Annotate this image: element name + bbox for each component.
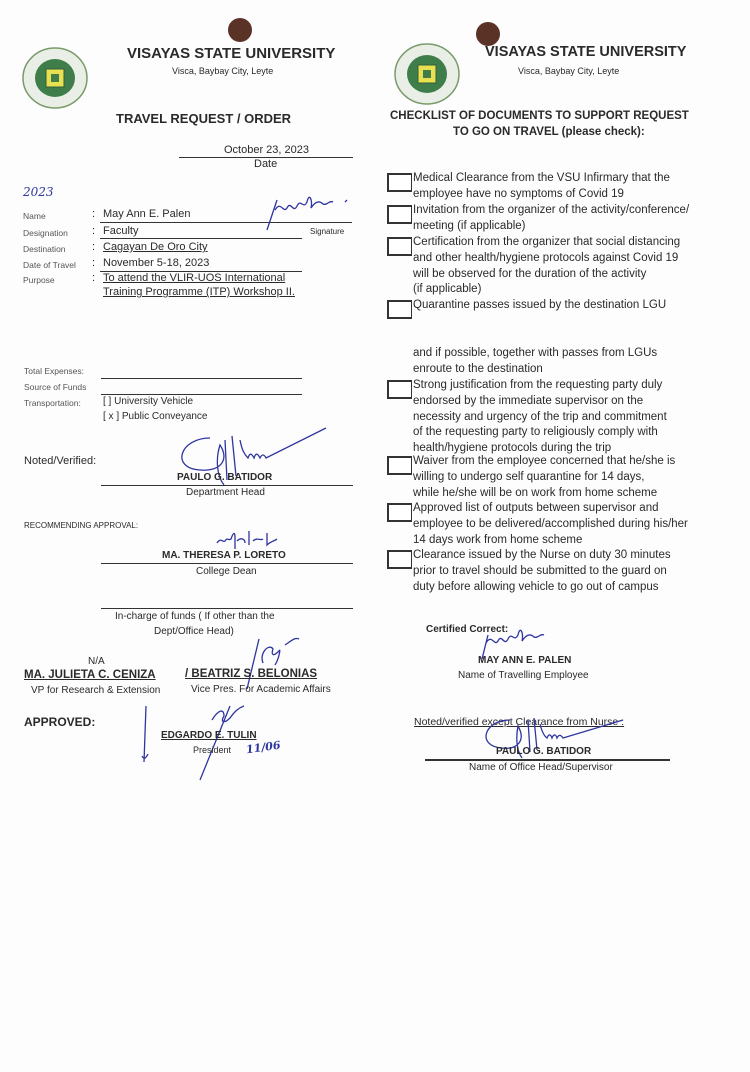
funds-incharge-line1: In-charge of funds ( If other than the: [115, 611, 275, 622]
designation-label: Designation: [23, 228, 68, 238]
checklist-item-text: and other health/hygiene protocols against Covid 19: [413, 251, 679, 264]
checklist-item-text: Certification from the organizer that social distancing: [413, 236, 681, 248]
employee-name: MAY ANN E. PALEN: [478, 655, 572, 666]
checklist-checkbox[interactable]: [387, 205, 412, 224]
date-of-travel-value: November 5-18, 2023: [103, 257, 210, 269]
supervisor-title: Name of Office Head/Supervisor: [469, 762, 613, 773]
recommending-approval-label: RECOMMENDING APPROVAL:: [24, 521, 139, 530]
checklist-item-text: duty before allowing vehicle to go out of campus: [413, 580, 659, 593]
funds-incharge-line2: Dept/Office Head): [154, 626, 234, 637]
checklist-title-line2: TO GO ON TRAVEL (please check):: [453, 126, 645, 138]
checklist-checkbox[interactable]: [387, 173, 412, 192]
checklist-item-text: (if applicable): [413, 283, 482, 296]
signature-label: Signature: [310, 227, 345, 236]
purpose-label: Purpose: [23, 275, 55, 285]
checklist-checkbox[interactable]: [387, 300, 412, 319]
transport-option-university-vehicle: [ ] University Vehicle: [103, 396, 194, 407]
checklist-item-text: health/hygiene protocols during the trip: [413, 442, 612, 455]
purpose-value-line1: To attend the VLIR-UOS International: [103, 272, 286, 284]
name-value: May Ann E. Palen: [103, 208, 191, 220]
dean-name: MA. THERESA P. LORETO: [162, 550, 286, 561]
supervisor-name: PAULO G. BATIDOR: [496, 746, 592, 757]
checklist-checkbox[interactable]: [387, 503, 412, 522]
checklist-item-text: 14 days work from home scheme: [413, 533, 583, 546]
employee-signature: [265, 192, 355, 232]
checklist-item-text: Strong justification from the requesting party duly: [413, 379, 663, 391]
employee-title: Name of Travelling Employee: [458, 670, 589, 681]
checklist-item-text: Clearance issued by the Nurse on duty 30 minutes: [413, 549, 671, 561]
noted-verified-label: Noted/Verified:: [24, 455, 97, 467]
checklist-item-text: Medical Clearance from the VSU Infirmary that the: [413, 172, 670, 184]
handwritten-year: 2023: [23, 185, 54, 199]
checklist-item-text: necessity and urgency of the trip and commitment: [413, 410, 667, 423]
destination-value: Cagayan De Oro City: [103, 241, 208, 253]
transportation-label: Transportation:: [24, 398, 81, 408]
transport-option-public-conveyance: [ x ] Public Conveyance: [103, 411, 208, 422]
vp2-name: / BEATRIZ S. BELONIAS: [185, 668, 318, 680]
date-value: October 23, 2023: [224, 144, 310, 156]
checklist-item-text: meeting (if applicable): [413, 219, 526, 232]
checklist-item-text: Approved list of outputs between supervisor and: [413, 502, 659, 514]
university-address-right: Visca, Baybay City, Leyte: [518, 66, 620, 76]
checklist-continuation-text: and if possible, together with passes from LGUs: [413, 347, 658, 359]
na-note: N/A: [88, 656, 105, 667]
checklist-checkbox[interactable]: [387, 550, 412, 569]
dean-title: College Dean: [196, 566, 257, 577]
university-address: Visca, Baybay City, Leyte: [172, 66, 274, 76]
ink-blot: [476, 22, 500, 46]
vp2-title: Vice Pres. For Academic Affairs: [191, 684, 331, 695]
checklist-item-text: willing to undergo self quarantine for 14 days,: [413, 470, 645, 483]
president-title: President: [193, 745, 232, 755]
dept-head-title: Department Head: [186, 487, 265, 498]
checklist-checkbox[interactable]: [387, 380, 412, 399]
vp1-name: MA. JULIETA C. CENIZA: [24, 669, 156, 681]
university-name: VISAYAS STATE UNIVERSITY: [127, 45, 336, 62]
checklist-item-text: Quarantine passes issued by the destination LGU: [413, 299, 667, 311]
president-name: EDGARDO E. TULIN: [161, 730, 257, 741]
checklist-title-line1: CHECKLIST OF DOCUMENTS TO SUPPORT REQUEST: [390, 110, 689, 122]
checklist-item-text: of the requesting party to religiously comply with: [413, 426, 658, 439]
university-seal-right: [394, 43, 460, 105]
university-seal-left: [22, 47, 88, 109]
checklist-continuation-text: enroute to the destination: [413, 362, 543, 375]
certified-correct-label: Certified Correct:: [426, 624, 509, 635]
vp1-title: VP for Research & Extension: [31, 685, 161, 696]
checklist-item-text: while he/she will be on work from home scheme: [413, 486, 658, 499]
date-label: Date: [254, 158, 278, 170]
ink-blot: [228, 18, 252, 42]
form-title: TRAVEL REQUEST / ORDER: [116, 111, 292, 126]
purpose-value-line2: Training Programme (ITP) Workshop II.: [103, 286, 295, 298]
source-of-funds-label: Source of Funds: [24, 382, 87, 392]
checklist-item-text: employee have no symptoms of Covid 19: [413, 187, 624, 200]
checklist-item-text: employee to be delivered/accomplished during his/her: [413, 517, 688, 530]
destination-label: Destination: [23, 244, 66, 254]
checklist-item-text: endorsed by the immediate supervisor on the: [413, 394, 644, 407]
president-date-note: 11/06: [245, 738, 282, 757]
checklist-item-text: Waiver from the employee concerned that he/she is: [413, 455, 676, 467]
checklist-checkbox[interactable]: [387, 237, 412, 256]
checklist-checkbox[interactable]: [387, 456, 412, 475]
dept-head-name: PAULO G. BATIDOR: [177, 472, 273, 483]
name-label: Name: [23, 211, 46, 221]
total-expenses-label: Total Expenses:: [24, 366, 85, 376]
date-of-travel-label: Date of Travel: [23, 260, 76, 270]
vp-signature: [245, 635, 305, 690]
checklist-item-text: prior to travel should be submitted to the guard on: [413, 564, 667, 577]
approved-label: APPROVED:: [24, 715, 96, 729]
checklist-item-text: will be observed for the duration of the activity: [413, 267, 647, 280]
university-name-right: VISAYAS STATE UNIVERSITY: [485, 44, 687, 60]
designation-value: Faculty: [103, 225, 139, 237]
noted-except-nurse: Noted/verified except Clearance from Nurse :: [414, 716, 625, 728]
checklist-item-text: Invitation from the organizer of the activity/conference/: [413, 204, 690, 216]
